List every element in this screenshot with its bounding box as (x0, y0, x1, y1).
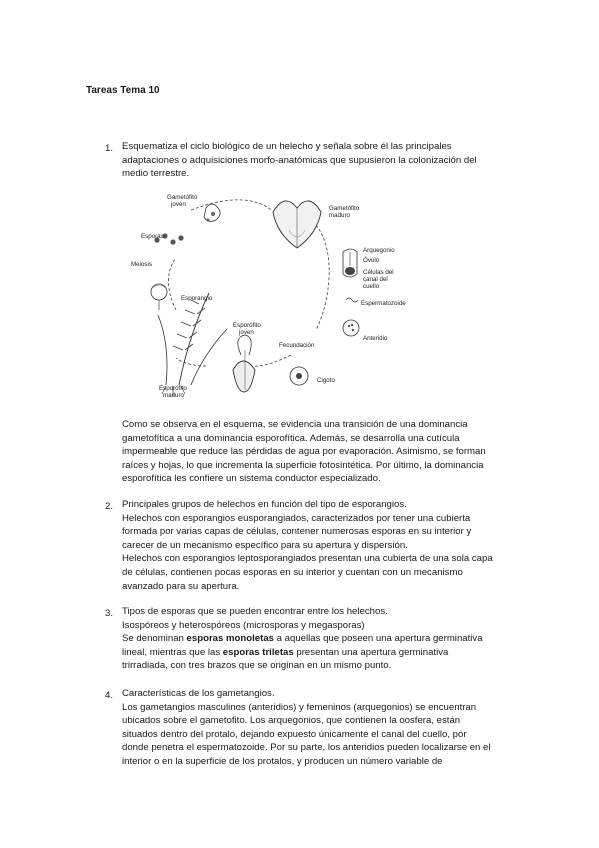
q4-line: situados dentro del protalo, dejando expuesto únicamente el canal del cuello, por (122, 728, 467, 740)
term-esporas-triletas: esporas triletas (222, 646, 294, 658)
q1-question-line: Esquematiza el ciclo biológico de un helecho y señala sobre él las principales (122, 141, 452, 152)
q2-line: Principales grupos de helechos en función del tipo de esporangios. (122, 499, 407, 510)
q2-line: Helechos con esporangios eusporangiados, caracterizados por tener una cubierta (122, 512, 471, 524)
q2-line: avanzado para su apertura. (122, 580, 240, 592)
mature-sporophyte-drawing (158, 293, 227, 396)
q3-line: Isospóreos y heterospóreos (microsporas y megasporas) (122, 619, 365, 631)
label-espermatozoide: Espermatozoide (361, 300, 406, 307)
q1-number: 1. (105, 143, 114, 154)
label-celulas-canal-3: cuello (363, 283, 380, 290)
label-anteridio: Anteridio (363, 335, 388, 342)
q1-answer-line: esporofítica les confiere un sistema conductor especializado. (122, 473, 381, 485)
label-esporofito-maduro-2: maduro (163, 392, 184, 399)
label-esporofito-joven-2: joven (239, 329, 254, 336)
q1-question-line: adaptaciones o adquisiciones morfo-anatómicas que supusieron la colonización del (122, 154, 477, 166)
label-gametofito-maduro-2: maduro (329, 212, 350, 219)
q4-line: interior o en la superficie de los protalos, y producen un número variable de (122, 755, 443, 767)
q1-answer-line: gametofítica a una dominancia esporofítica. Además, se desarrolla una cutícula (122, 432, 460, 444)
q2-number: 2. (105, 501, 114, 512)
label-esporofito-joven: Esporófito (233, 322, 261, 329)
q3-text: Se denominan (122, 633, 187, 645)
q3-text: presentan una apertura germinativa (293, 646, 449, 658)
label-ovulo: Óvulo (363, 257, 380, 264)
zygote-drawing (290, 367, 308, 385)
label-esporangio: Esporangio (181, 295, 213, 302)
label-celulas-canal-2: canal del (363, 276, 388, 283)
q4-line: donde penetra el espermatozoide. Por su parte, los anteridios pueden localizarse en el (122, 742, 491, 754)
q4-line: Los gametangios masculinos (anteridios) y femeninos (arquegonios) se encuentran (122, 701, 477, 713)
mature-gametophyte-drawing (273, 201, 321, 248)
q3-text: a aquellas que poseen una apertura germinativa (274, 633, 483, 645)
q4-number: 4. (105, 690, 114, 701)
q1-answer (122, 418, 486, 486)
antheridium-drawing (343, 320, 359, 336)
q2-line: de células, contienen pocas esporas en su interior y cuentan con un mecanismo (122, 566, 463, 578)
label-arquegonio: Arquegonio (363, 247, 395, 254)
label-celulas-canal: Células del (363, 269, 394, 276)
q3-body (122, 605, 483, 673)
young-sporophyte-drawing (233, 335, 255, 392)
young-gametophyte-drawing (204, 204, 220, 222)
q2-line: formada por varias capas de células, contener numerosas esporas en su interior y (122, 526, 472, 538)
q3-text: lineal, mientras que las (122, 646, 223, 658)
fern-life-cycle-diagram (121, 180, 421, 412)
label-meiosis: Meiosis (131, 261, 152, 268)
q1-answer-line: Como se observa en el esquema, se evidencia una transición de una dominancia (122, 419, 468, 430)
q1-question-line: medio terrestre. (122, 168, 190, 180)
q2-line: Helechos con esporangios leptosporangiados presentan una cubierta de una sola capa (122, 553, 493, 565)
label-gametofito-joven: Gametófito (167, 194, 198, 201)
q3-line: Tipos de esporas que se pueden encontrar entre los helechos. (122, 606, 388, 617)
label-esporas: Esporas (141, 233, 164, 240)
label-esporofito-maduro: Esporófito (159, 385, 187, 392)
q3-number: 3. (105, 608, 114, 619)
label-gametofito-joven-2: joven (171, 201, 186, 208)
q4-line: Características de los gametangios. (122, 688, 275, 699)
label-fecundacion: Fecundación (279, 342, 315, 349)
term-esporas-monoletas: esporas monoletas (186, 633, 274, 645)
archegonium-drawing (343, 249, 357, 277)
sporangium-drawing (151, 284, 167, 310)
document-title: Tareas Tema 10 (86, 85, 160, 96)
q3-line (122, 632, 483, 646)
q4-line: ubicados sobre el gametofito. Los arquegonios, que contienen la oosfera, están (122, 715, 461, 727)
q1-answer-line: raíces y hojas, lo que incrementa la superficie fotosintética. Por último, la dominancia (122, 459, 484, 471)
q1-answer-line: impermeable que reduce las pérdidas de agua por evaporación. Asimismo, se forman (122, 446, 486, 458)
q1-question (122, 140, 477, 181)
sperm-drawing (346, 298, 358, 302)
label-cigoto: Cigoto (317, 377, 335, 384)
q2-body (122, 498, 493, 593)
label-gametofito-maduro: Gametófito (329, 205, 360, 212)
q3-line: trirradiada, con tres brazos que se originan en un mismo punto. (122, 660, 392, 672)
q2-line: carecer de un mecanismo específico para su apertura y dispersión. (122, 539, 408, 551)
q3-line (122, 646, 483, 660)
q4-body (122, 687, 491, 769)
